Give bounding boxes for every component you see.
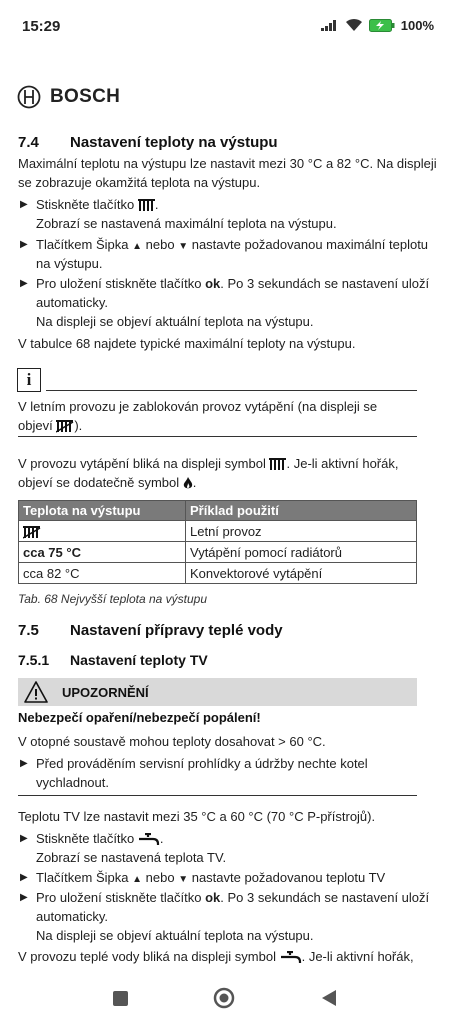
bullet-arrow-icon: ▶: [20, 892, 28, 903]
section-number: 7.5.1: [18, 652, 50, 668]
bullet-arrow-icon: ▶: [20, 278, 28, 289]
table-cell: [19, 521, 186, 542]
section-number: 7.5: [18, 622, 39, 639]
list-item: ▶ Stiskněte tlačítko .: [20, 831, 164, 846]
section-title: Nastavení teploty TV: [70, 652, 208, 668]
temperature-table: [18, 500, 417, 584]
paragraph: V provozu teplé vody bliká na displeji symbol . Je-li aktivní hořák,: [18, 949, 414, 964]
table-header: Teplota na výstupu: [19, 501, 186, 521]
table-cell: cca 75 °C: [19, 542, 186, 563]
arrow-down-icon: ▼: [178, 874, 189, 885]
table-header: Příklad použití: [186, 501, 417, 521]
divider: [18, 436, 417, 437]
document-page: [0, 50, 450, 972]
status-bar: [0, 0, 450, 50]
list-item-detail: automaticky.: [36, 909, 109, 924]
bullet-arrow-icon: ▶: [20, 758, 28, 769]
recent-apps-button[interactable]: [113, 991, 128, 1006]
list-item: ▶ Před prováděním servisní prohlídky a údržby nechte kotel: [20, 756, 368, 771]
section-title: Nastavení přípravy teplé vody: [70, 622, 283, 639]
divider: [46, 390, 417, 391]
list-item: ▶ Tlačítkem Šipka ▲ nebo ▼ nastavte požadovanou maximální teplotu: [20, 237, 429, 252]
warning-label: UPOZORNĚNÍ: [62, 684, 149, 700]
section-title: Nastavení teploty na výstupu: [70, 134, 278, 151]
paragraph: V provozu vytápění bliká na displeji symbol . Je-li aktivní hořák,: [18, 456, 399, 471]
tap-water-icon: [138, 833, 160, 846]
section-number: 7.4: [18, 134, 39, 151]
list-item: ▶ Pro uložení stiskněte tlačítko ok. Po 3 sekundách se nastavení uloží: [20, 890, 430, 905]
brand-name: BOSCH: [50, 86, 121, 107]
back-button[interactable]: [321, 989, 337, 1007]
paragraph: objeví se dodatečně symbol .: [18, 475, 197, 490]
info-icon: i: [17, 368, 41, 392]
status-time: 15:29: [22, 17, 61, 35]
warning-box: [18, 678, 417, 706]
status-icons: [321, 18, 434, 33]
table-cell: Letní provoz: [186, 521, 417, 542]
list-item: ▶ Tlačítkem Šipka ▲ nebo ▼ nastavte požadovanou teplotu TV: [20, 870, 386, 885]
radiator-icon: [269, 458, 286, 471]
table-cell: Konvektorové vytápění: [186, 563, 417, 584]
list-item-detail: Zobrazí se nastavená maximální teplota na výstupu.: [36, 216, 337, 231]
list-item: ▶ Pro uložení stiskněte tlačítko ok. Po 3 sekundách se nastavení uloží: [20, 276, 430, 291]
list-item-detail: automaticky.: [36, 295, 109, 310]
table-caption: Tab. 68 Nejvyšší teplota na výstupu: [18, 592, 207, 606]
paragraph: se zobrazuje okamžitá teplota na výstupu.: [18, 175, 261, 190]
list-item-detail: Na displeji se objeví aktuální teplota na výstupu.: [36, 314, 314, 329]
section-heading-7-5: [18, 622, 283, 639]
table-cell: cca 82 °C: [19, 563, 186, 584]
radiator-icon: [138, 199, 155, 212]
battery-charging-icon: [369, 19, 395, 32]
section-heading-7-5-1: [18, 652, 208, 668]
table-row: [19, 563, 417, 584]
arrow-up-icon: ▲: [132, 874, 143, 885]
bullet-arrow-icon: ▶: [20, 199, 28, 210]
paragraph: V otopné soustavě mohou teploty dosahovat > 60 °C.: [18, 734, 326, 749]
note-text: V letním provozu je zablokován provoz vytápění (na displeji se: [18, 399, 378, 414]
flame-icon: [183, 477, 193, 490]
table-row: [19, 521, 417, 542]
arrow-down-icon: ▼: [178, 241, 189, 252]
signal-icon: [321, 19, 339, 31]
list-item-detail: na výstupu.: [36, 256, 103, 271]
arrow-up-icon: ▲: [132, 241, 143, 252]
bullet-arrow-icon: ▶: [20, 833, 28, 844]
bosch-logo: [17, 85, 120, 109]
list-item-detail: vychladnout.: [36, 775, 109, 790]
navigation-bar: [0, 972, 450, 1024]
divider: [18, 795, 417, 796]
paragraph: V tabulce 68 najdete typické maximální teploty na výstupu.: [18, 336, 356, 351]
list-item: ▶ Stiskněte tlačítko .: [20, 197, 159, 212]
home-button[interactable]: [213, 987, 235, 1009]
bosch-armature-icon: [17, 85, 41, 109]
danger-text: Nebezpečí opaření/nebezpečí popálení!: [18, 710, 261, 725]
paragraph: Maximální teplotu na výstupu lze nastavit mezi 30 °C a 82 °C. Na displeji: [18, 156, 437, 171]
battery-percent: 100%: [400, 17, 434, 33]
tap-water-icon: [280, 951, 302, 964]
bullet-arrow-icon: ▶: [20, 239, 28, 250]
bullet-arrow-icon: ▶: [20, 872, 28, 883]
list-item-detail: Zobrazí se nastavená teplota TV.: [36, 850, 227, 865]
summer-mode-icon: [23, 526, 41, 539]
table-row: [19, 542, 417, 563]
table-cell: Vytápění pomocí radiátorů: [186, 542, 417, 563]
paragraph: Teplotu TV lze nastavit mezi 35 °C a 60 °C (70 °C P-přístrojů).: [18, 809, 376, 824]
wifi-icon: [345, 18, 363, 32]
section-heading-7-4: [18, 134, 278, 151]
warning-triangle-icon: [24, 681, 48, 703]
list-item-detail: Na displeji se objeví aktuální teplota na výstupu.: [36, 928, 314, 943]
note-text: objeví ).: [18, 418, 83, 433]
summer-mode-icon: [56, 420, 74, 433]
